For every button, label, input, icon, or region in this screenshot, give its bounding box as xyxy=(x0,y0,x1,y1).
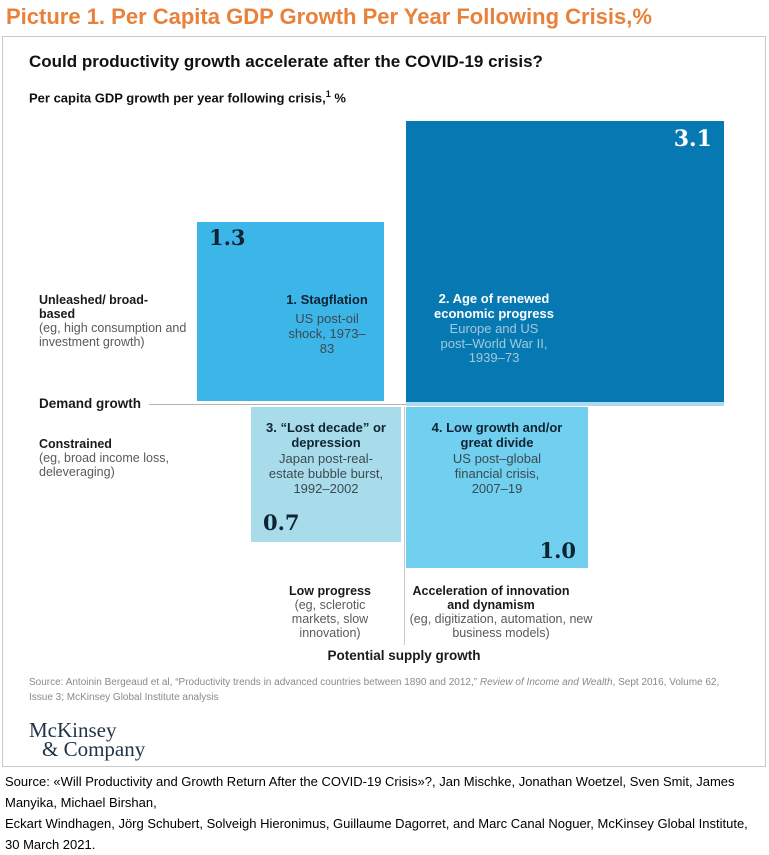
quadrant-4-low-growth-great-divide xyxy=(406,407,588,568)
exhibit-headline: Could productivity growth accelerate after the COVID-19 crisis? xyxy=(29,52,543,71)
x-axis-high-title: Acceleration of innovation and dynamism xyxy=(412,584,570,612)
source-note-journal: Review of Income and Wealth xyxy=(479,677,613,688)
quadrant-3-lost-decade-or-depression xyxy=(251,407,401,542)
supply-growth-axis-line xyxy=(404,407,405,645)
page-title: Picture 1. Per Capita GDP Growth Per Year Following Crisis,% xyxy=(6,4,652,29)
citation-footer-line1: Source: «Will Productivity and Growth Return After the COVID-19 Crisis»?, Jan Mischke, Jonathan Woetzel, Sven Smit, James Manyika, Michael Birshan, xyxy=(5,774,735,810)
y-axis-high-desc: (eg, high consumption and investment growth) xyxy=(39,321,187,349)
x-axis-high-desc: (eg, digitization, automation, new business models) xyxy=(409,612,593,640)
y-axis-low-desc: (eg, broad income loss, deleveraging) xyxy=(39,451,169,479)
citation-footer xyxy=(5,771,765,855)
y-axis-label: Demand growth xyxy=(39,396,142,411)
mckinsey-logo-line1: McKinsey xyxy=(29,718,117,742)
quadrant-4-name: 4. Low growth and/or great divide xyxy=(431,420,563,450)
y-axis-low-label xyxy=(39,437,169,479)
citation-footer-line2: Eckart Windhagen, Jörg Schubert, Solveigh Hieronimus, Guillaume Dagorret, and Marc Canal Noguer, McKinsey Global Institute, 30 March 2021. xyxy=(5,816,748,852)
quadrant-2-name: 2. Age of renewed economic progress xyxy=(434,291,554,321)
chart-subtitle-unit: % xyxy=(330,90,346,106)
chart-subtitle-text: Per capita GDP growth per year following crisis, xyxy=(29,90,326,106)
x-axis-low-desc: (eg, sclerotic markets, slow innovation) xyxy=(291,598,369,640)
x-axis-label: Potential supply growth xyxy=(327,648,481,663)
quadrant-3-value: 0.7 xyxy=(263,510,300,535)
y-axis-low-title: Constrained xyxy=(39,437,112,451)
y-axis-high-title: Unleashed/ broad-based xyxy=(39,293,149,321)
x-axis-high-label xyxy=(407,584,595,640)
quadrant-2-desc: Europe and US post–World War II, 1939–73 xyxy=(440,321,548,365)
quadrant-3-desc: Japan post-real-estate bubble burst, 1992–2002 xyxy=(268,451,384,496)
quadrant-1-stagflation xyxy=(197,222,384,401)
x-axis-low-label xyxy=(277,584,383,640)
mckinsey-logo-line2: & Company xyxy=(42,737,146,761)
quadrant-2-bottom-edge xyxy=(406,402,724,406)
quadrant-2-value: 3.1 xyxy=(673,126,712,152)
exhibit-card xyxy=(2,36,766,767)
footnote-marker: 1 xyxy=(325,89,331,99)
quadrant-1-desc: US post-oil shock, 1973–83 xyxy=(288,311,366,356)
quadrant-3-name: 3. “Lost decade” or depression xyxy=(266,420,386,450)
demand-growth-axis-line xyxy=(149,404,406,405)
source-note-prefix: Source: Antoinin Bergeaud et al, “Productivity trends in advanced countries between 1890 and 2012,” xyxy=(29,677,480,688)
quadrant-1-name: 1. Stagflation xyxy=(286,292,368,307)
quadrant-4-desc: US post–global financial crisis, 2007–19 xyxy=(452,451,542,496)
quadrant-1-value: 1.3 xyxy=(209,225,246,250)
quadrant-4-value: 1.0 xyxy=(539,538,576,563)
y-axis-high-label xyxy=(39,293,187,349)
chart-subtitle xyxy=(29,89,346,105)
source-note-suffix: , Sept 2016, Volume 62, Issue 3; McKinsey Global Institute analysis xyxy=(29,677,720,703)
mckinsey-logo xyxy=(29,718,146,761)
x-axis-low-title: Low progress xyxy=(289,584,371,598)
source-note xyxy=(29,675,741,705)
quadrant-2-age-of-renewed-economic-progress xyxy=(406,121,724,402)
